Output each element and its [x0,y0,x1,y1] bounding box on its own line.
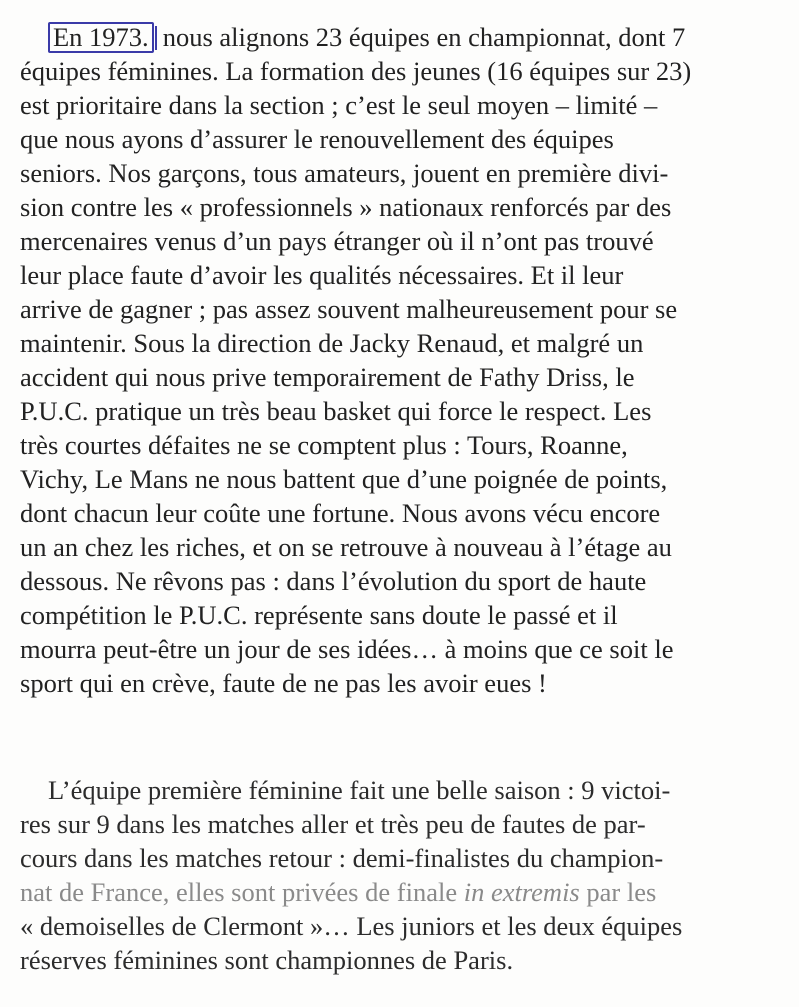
paragraph-2 [20,773,778,977]
paragraph-1-line-12: P.U.C. pratique un très beau basket qui force le respect. Les [20,396,652,426]
paragraph-2-italic-phrase: in extremis [463,877,580,907]
paragraph-1-line-6: sion contre les « professionnels » nationaux renforcés par des [20,192,672,222]
paragraph-2-line-4-start: nat de France, elles sont privées de finale [20,877,464,907]
paragraph-1-line-18: compétition le P.U.C. représente sans doute le passé et il [20,600,618,630]
paragraph-1-line-7: mercenaires venus d’un pays étranger où il n’ont pas trouvé [20,226,654,256]
paragraph-1-line-19: mourra peut-être un jour de ses idées… à moins que ce soit le [20,634,674,664]
paragraph-2-line-5: « demoiselles de Clermont »… Les juniors et les deux équipes [20,911,683,941]
paragraph-1-line-10: maintenir. Sous la direction de Jacky Renaud, et malgré un [20,328,644,358]
paragraph-1-line-4: que nous ayons d’assurer le renouvellement des équipes [20,124,614,154]
paragraph-2-line-2: res sur 9 dans les matches aller et très peu de fautes de par- [20,809,646,839]
paragraph-1-line-15: dont chacun leur coûte une fortune. Nous avons vécu encore [20,498,661,528]
paragraph-1-line-3: est prioritaire dans la section ; c’est le seul moyen – limité – [20,90,658,120]
paragraph-1-line-20: sport qui en crève, faute de ne pas les avoir eues ! [20,668,547,698]
paragraph-1-line-1: nous alignons 23 équipes en championnat, dont 7 [162,22,686,52]
paragraph-1-line-14: Vichy, Le Mans ne nous battent que d’une poignée de points, [20,464,668,494]
paragraph-1-line-2: équipes féminines. La formation des jeunes (16 équipes sur 23) [20,56,692,86]
annotation-tick-mark [155,26,157,50]
paragraph-1-line-17: dessous. Ne rêvons pas : dans l’évolution du sport de haute [20,566,647,596]
paragraph-1-line-8: leur place faute d’avoir les qualités nécessaires. Et il leur [20,260,624,290]
paragraph-2-line-4 [20,877,656,907]
paragraph-1-line-13: très courtes défaites ne se comptent plus : Tours, Roanne, [20,430,628,460]
paragraph-2-line-6: réserves féminines sont championnes de Paris. [20,945,514,975]
paragraph-1-line-5: seniors. Nos garçons, tous amateurs, jouent en première divi- [20,158,669,188]
paragraph-2-line-4-end: par les [579,877,657,907]
paragraph-2-line-3: cours dans les matches retour : demi-finalistes du champion- [20,843,664,873]
paragraph-1-line-16: un an chez les riches, et on se retrouve à nouveau à l’étage au [20,532,672,562]
paragraph-1-line-11: accident qui nous prive temporairement de Fathy Driss, le [20,362,635,392]
handwritten-box-annotation: En 1973. [48,22,154,53]
paragraph-1-line-9: arrive de gagner ; pas assez souvent malheureusement pour se [20,294,678,324]
paragraph-2-line-1: L’équipe première féminine fait une belle saison : 9 victoi- [48,775,671,805]
paragraph-1 [20,20,778,700]
